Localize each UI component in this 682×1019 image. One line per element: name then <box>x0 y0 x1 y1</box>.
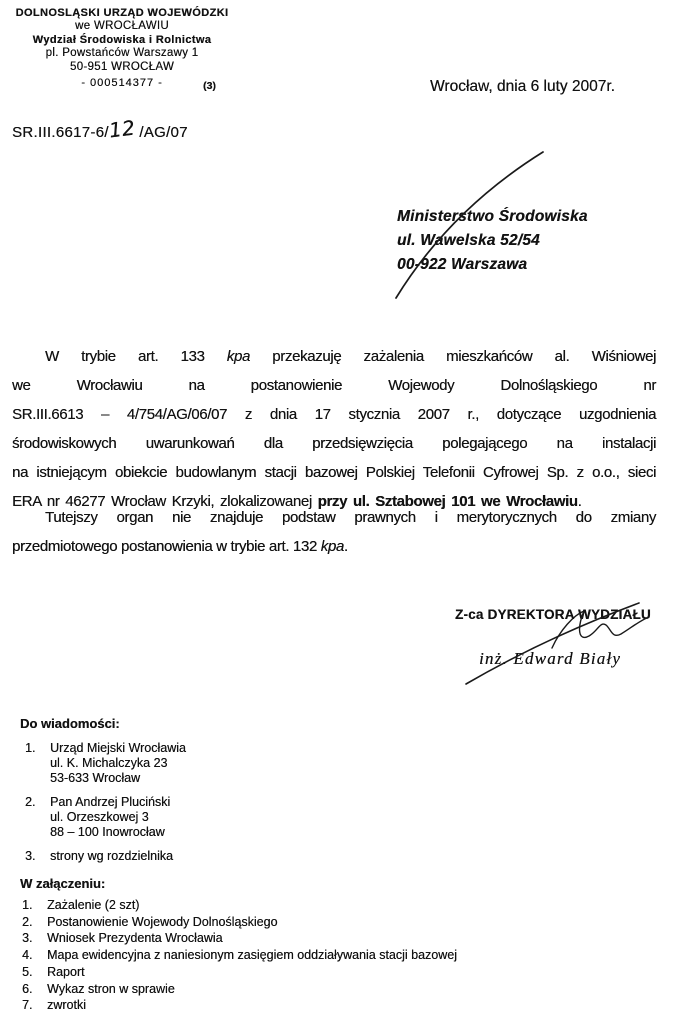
item-lines <box>50 849 173 864</box>
stamp-city: we WROCŁAWIU <box>75 20 169 33</box>
item-number: 1. <box>22 898 33 912</box>
item-number: 6. <box>22 981 33 996</box>
item-line: 53-633 Wrocław <box>50 771 141 785</box>
list-item <box>20 914 457 931</box>
item-lines <box>50 795 170 840</box>
item-line: 88 – 100 Inowrocław <box>50 825 165 839</box>
body-line: we Wrocławiu na postanowienie Wojewody Dolnośląskiego nr <box>12 377 656 394</box>
body-line: SR.III.6613 – 4/754/AG/06/07 z dnia 17 stycznia 2007 r., dotyczące uzgodnienia <box>12 406 656 423</box>
body-line: na istniejącym obiekcie budowlanym stacji bazowej Polskiej Telefonii Cyfrowej Sp. z o.o., sieci <box>12 464 656 481</box>
item-number: 7. <box>22 998 33 1013</box>
body-line: Tutejszy organ nie znajduje podstaw prawnych i merytorycznych do zmiany <box>45 509 656 526</box>
body-text-italic: kpa <box>226 348 250 365</box>
signature-title: Z-ca DYREKTORA WYDZIAŁU <box>455 607 651 622</box>
item-line: Raport <box>47 964 85 979</box>
signature-name: inż. Edward Biały <box>479 649 622 668</box>
reference-number <box>12 115 188 143</box>
list-item <box>20 981 457 998</box>
stamp-number: - 000514377 - <box>81 77 163 90</box>
item-number: 1. <box>25 741 36 755</box>
item-line: Mapa ewidencyjna z naniesionym zasięgiem oddziaływania stacji bazowej <box>47 948 457 963</box>
item-number: 5. <box>22 964 33 979</box>
body-text: przekazuję zażalenia mieszkańców al. Wiśniowej <box>249 348 656 365</box>
item-line: Zażalenie (2 szt) <box>47 898 140 912</box>
stamp-office-name: DOLNOSLĄSKI URZĄD WOJEWÓDZKI <box>15 7 229 19</box>
body-text: . <box>343 538 348 555</box>
cc-section <box>20 716 186 873</box>
item-line: ul. Orzeszkowej 3 <box>50 810 149 824</box>
reference-suffix: /AG/07 <box>134 124 188 141</box>
reference-prefix: SR.III.6617-6/ <box>12 124 109 141</box>
list-item <box>20 930 457 947</box>
stamp-postal: 50-951 WROCŁAW <box>69 60 175 73</box>
body-paragraph-1 <box>12 342 656 516</box>
list-item <box>20 897 457 914</box>
item-number: 4. <box>22 948 33 963</box>
recipient-street: ul. Wawelska 52/54 <box>397 232 540 249</box>
item-line: Pan Andrzej Pluciński <box>50 795 171 809</box>
item-line: Wykaz stron w sprawie <box>47 981 175 996</box>
body-text: W trybie art. 133 <box>45 348 227 365</box>
item-line: zwrotki <box>47 998 86 1013</box>
body-text: przedmiotowego postanowienia w trybie art. 132 <box>12 538 321 555</box>
body-text: . <box>577 493 582 510</box>
list-item <box>20 964 457 981</box>
sender-stamp <box>12 7 232 90</box>
page-note: (3) <box>203 80 216 92</box>
stamp-department: Wydział Środowiska i Rolnictwa <box>32 33 212 46</box>
item-line: Urząd Miejski Wrocławia <box>50 741 186 755</box>
item-line: ul. K. Michalczyka 23 <box>50 756 168 770</box>
list-item <box>20 741 186 786</box>
cc-heading: Do wiadomości: <box>20 716 120 731</box>
item-lines <box>50 741 186 786</box>
item-line: Wniosek Prezydenta Wrocławia <box>47 931 223 946</box>
item-number: 3. <box>25 849 36 863</box>
item-number: 2. <box>22 914 33 929</box>
body-text-bold: przy ul. Sztabowej 101 we Wrocławiu <box>317 493 578 510</box>
body-text: ERA nr 46277 Wrocław Krzyki, zlokalizowanej <box>12 493 318 510</box>
recipient-address <box>397 205 588 277</box>
item-line: Postanowienie Wojewody Dolnośląskiego <box>47 914 278 929</box>
recipient-name: Ministerstwo Środowiska <box>397 208 588 225</box>
list-item <box>20 947 457 964</box>
body-line <box>12 532 656 561</box>
body-text-italic: kpa <box>320 538 344 555</box>
list-item <box>20 997 457 1014</box>
date-line: Wrocław, dnia 6 luty 2007r. <box>430 78 615 95</box>
list-item <box>20 849 186 864</box>
body-line: środowiskowych uwarunkowań dla przedsięwzięcia polegającego na instalacji <box>12 435 656 452</box>
reference-handwritten-number: 12 <box>107 115 137 143</box>
body-paragraph-2 <box>12 503 656 561</box>
body-line <box>12 342 656 371</box>
recipient-city: 00-922 Warszawa <box>397 256 528 273</box>
item-line: strony wg rozdzielnika <box>50 849 173 863</box>
attachments-section <box>20 876 457 1014</box>
item-number: 2. <box>25 795 36 809</box>
list-item <box>20 795 186 840</box>
stamp-street: pl. Powstańców Warszawy 1 <box>45 47 199 60</box>
item-number: 3. <box>22 931 33 946</box>
attachments-heading: W załączeniu: <box>20 876 106 891</box>
